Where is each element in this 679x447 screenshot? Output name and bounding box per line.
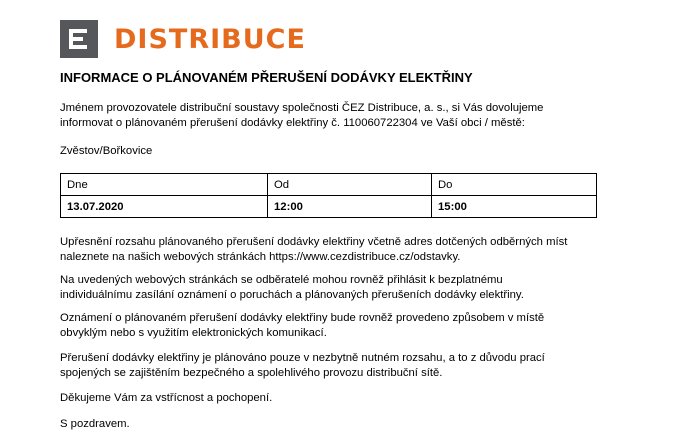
schedule-value-row	[61, 196, 597, 218]
logo-text: DISTRIBUCE	[114, 23, 306, 55]
value-to: 15:00	[432, 196, 597, 218]
para4-line-2: spojených se zajištěním bezpečného a spolehlivého provozu distribuční sítě.	[60, 367, 443, 379]
notice-heading: INFORMACE O PLÁNOVANÉM PŘERUŠENÍ DODÁVKY ELEKTŘINY	[60, 70, 473, 85]
location-text: Zvěstov/Bořkovice	[60, 145, 153, 157]
closing-text: S pozdravem.	[60, 418, 130, 430]
para3-line-2: obvyklým nebo s využitím elektronických komunikací.	[60, 327, 327, 339]
para2-line-1: Na uvedených webových stránkách se odběratelé mohou rovněž přihlásit k bezplatnému	[60, 274, 503, 286]
schedule-header-row	[61, 174, 597, 196]
paragraph-subscription	[60, 273, 620, 303]
paragraph-reason	[60, 351, 620, 381]
intro-line-1: Jménem provozovatele distribuční soustavy společnosti ČEZ Distribuce, a. s., si Vás dovolujeme	[60, 102, 544, 114]
value-date: 13.07.2020	[61, 196, 268, 218]
header-to: Do	[432, 174, 597, 196]
para1-line-2: naleznete na našich webových stránkách https://www.cezdistribuce.cz/odstavky.	[60, 251, 461, 263]
paragraph-range-info	[60, 235, 620, 265]
cez-distribuce-logo	[60, 19, 306, 59]
para3-line-1: Oznámení o plánovaném přerušení dodávky elektřiny bude rovněž provedeno způsobem v místě	[60, 312, 545, 324]
cez-logo-icon	[60, 20, 98, 58]
para1-line-1: Upřesnění rozsahu plánovaného přerušení dodávky elektřiny včetně adres dotčených odběrných míst	[60, 236, 568, 248]
header-from: Od	[268, 174, 432, 196]
thanks-text: Děkujeme Vám za vstřícnost a pochopení.	[60, 392, 273, 404]
intro-paragraph	[60, 101, 620, 131]
outage-schedule-table	[60, 173, 597, 218]
header-date: Dne	[61, 174, 268, 196]
paragraph-local-notice	[60, 311, 620, 341]
para4-line-1: Přerušení dodávky elektřiny je plánováno pouze v nezbytně nutném rozsahu, a to z důvodu prací	[60, 352, 545, 364]
value-from: 12:00	[268, 196, 432, 218]
para2-line-2: individuálnímu zasílání oznámení o poruchách a plánovaných přerušeních dodávky elektřiny.	[60, 289, 524, 301]
intro-line-2: informovat o plánovaném přerušení dodávky elektřiny č. 110060722304 ve Vaší obci / městě:	[60, 117, 525, 129]
